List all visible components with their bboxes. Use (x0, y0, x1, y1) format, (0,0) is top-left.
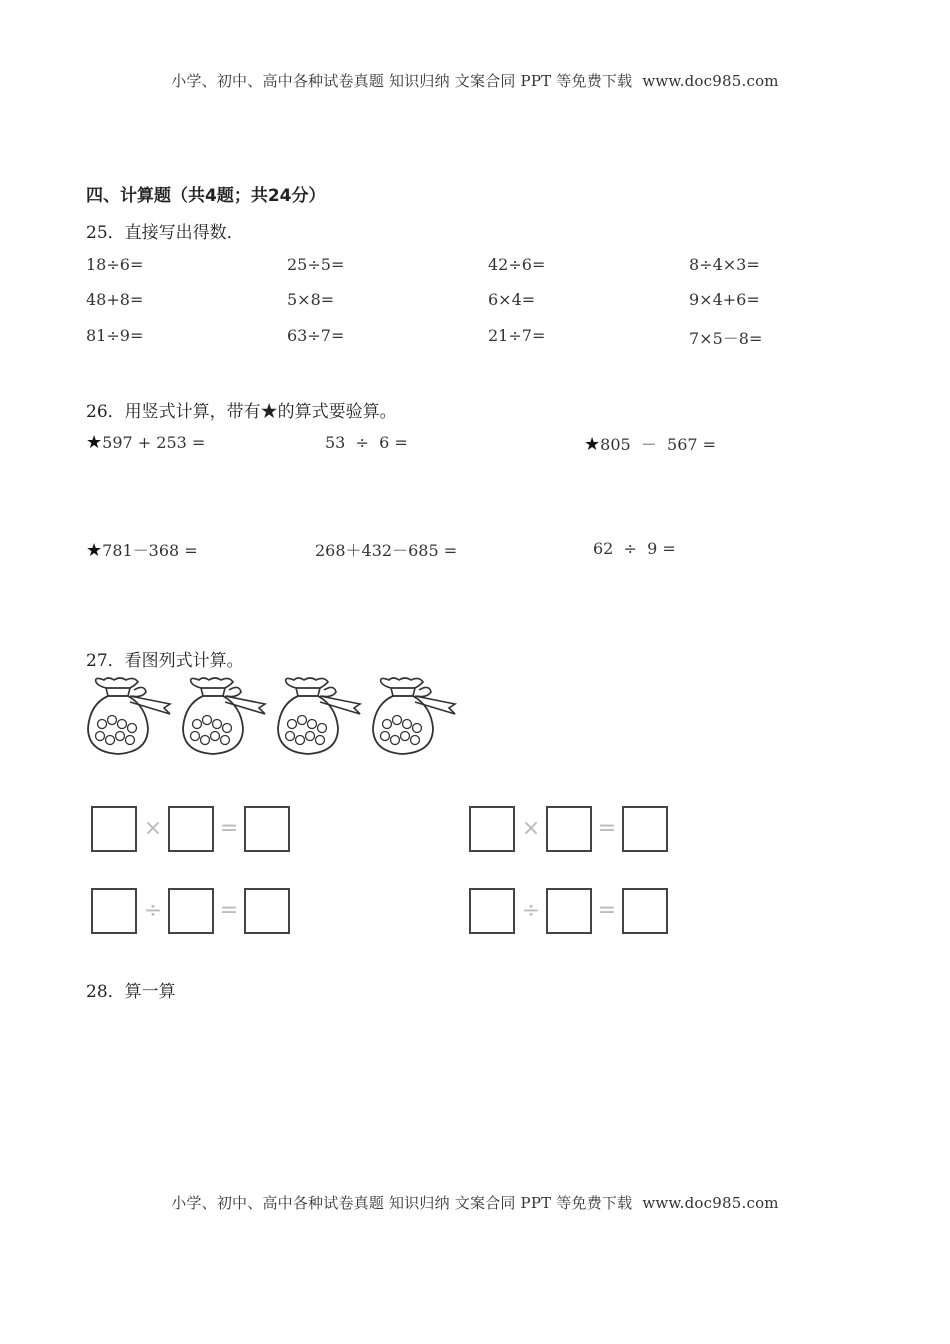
q26-item (325, 432, 408, 453)
header-text: 小学、初中、高中各种试卷真题 知识归纳 文案合同 PPT 等免费下载 (171, 72, 633, 90)
q25-item: 9×4+6= (689, 290, 760, 309)
q26-item (593, 538, 676, 559)
divide-sign: ÷ (143, 898, 163, 923)
q26-expression: 781－368 = (102, 541, 198, 560)
division-equation-boxes (469, 888, 671, 940)
question-25-title: 25．直接写出得数． (86, 223, 244, 243)
q25-item: 81÷9= (86, 326, 144, 345)
equals-sign: = (219, 898, 239, 923)
footer-url: www.doc985.com (642, 1194, 779, 1212)
q25-item: 48+8= (86, 290, 144, 309)
answer-box[interactable] (168, 806, 214, 852)
answer-box[interactable] (622, 806, 668, 852)
equals-sign: = (597, 898, 617, 923)
question-27-title: 27．看图列式计算。 (86, 651, 244, 671)
q25-item: 6×4= (488, 290, 536, 309)
star-icon: ★ (584, 434, 601, 455)
q26-expression: 53 ÷ 6 = (325, 433, 408, 452)
money-bags-illustration (86, 676, 466, 758)
page-footer (0, 1192, 950, 1213)
division-equation-boxes (91, 888, 293, 940)
money-bag-icon (276, 676, 366, 758)
answer-box[interactable] (91, 888, 137, 934)
q25-item: 8÷4×3= (689, 255, 760, 274)
star-icon: ★ (86, 432, 103, 453)
answer-box[interactable] (546, 888, 592, 934)
q25-item: 25÷5= (287, 255, 345, 274)
q25-item: 21÷7= (488, 326, 546, 345)
answer-box[interactable] (469, 888, 515, 934)
q26-expression: 805 － 567 = (600, 435, 717, 454)
q25-item: 5×8= (287, 290, 335, 309)
answer-box[interactable] (244, 888, 290, 934)
q26-item (315, 538, 457, 561)
answer-box[interactable] (546, 806, 592, 852)
q26-item (86, 432, 205, 453)
question-28-title: 28．算一算 (86, 982, 176, 1002)
equals-sign: = (597, 816, 617, 841)
money-bag-icon (371, 676, 461, 758)
q25-item: 18÷6= (86, 255, 144, 274)
money-bag-icon (181, 676, 271, 758)
equals-sign: = (219, 816, 239, 841)
q26-expression: 268＋432－685 = (315, 541, 458, 560)
section-title: 四、计算题（共4题；共24分） (86, 186, 326, 206)
page-header (0, 70, 950, 91)
times-sign: × (521, 816, 541, 841)
q26-expression: 597 + 253 = (102, 433, 206, 452)
header-url: www.doc985.com (642, 72, 779, 90)
money-bag-icon (86, 676, 176, 758)
q26-item (584, 432, 716, 455)
question-26-title: 26．用竖式计算，带有★的算式要验算。 (86, 402, 397, 422)
answer-box[interactable] (91, 806, 137, 852)
answer-box[interactable] (244, 806, 290, 852)
footer-text: 小学、初中、高中各种试卷真题 知识归纳 文案合同 PPT 等免费下载 (171, 1194, 633, 1212)
multiplication-equation-boxes (469, 806, 671, 858)
q26-expression: 62 ÷ 9 = (593, 539, 676, 558)
divide-sign: ÷ (521, 898, 541, 923)
multiplication-equation-boxes (91, 806, 293, 858)
answer-box[interactable] (168, 888, 214, 934)
q25-item: 63÷7= (287, 326, 345, 345)
times-sign: × (143, 816, 163, 841)
star-icon: ★ (86, 540, 103, 561)
answer-box[interactable] (469, 806, 515, 852)
q26-item (86, 538, 198, 561)
q25-item: 7×5－8= (689, 329, 763, 348)
q25-item: 42÷6= (488, 255, 546, 274)
answer-box[interactable] (622, 888, 668, 934)
